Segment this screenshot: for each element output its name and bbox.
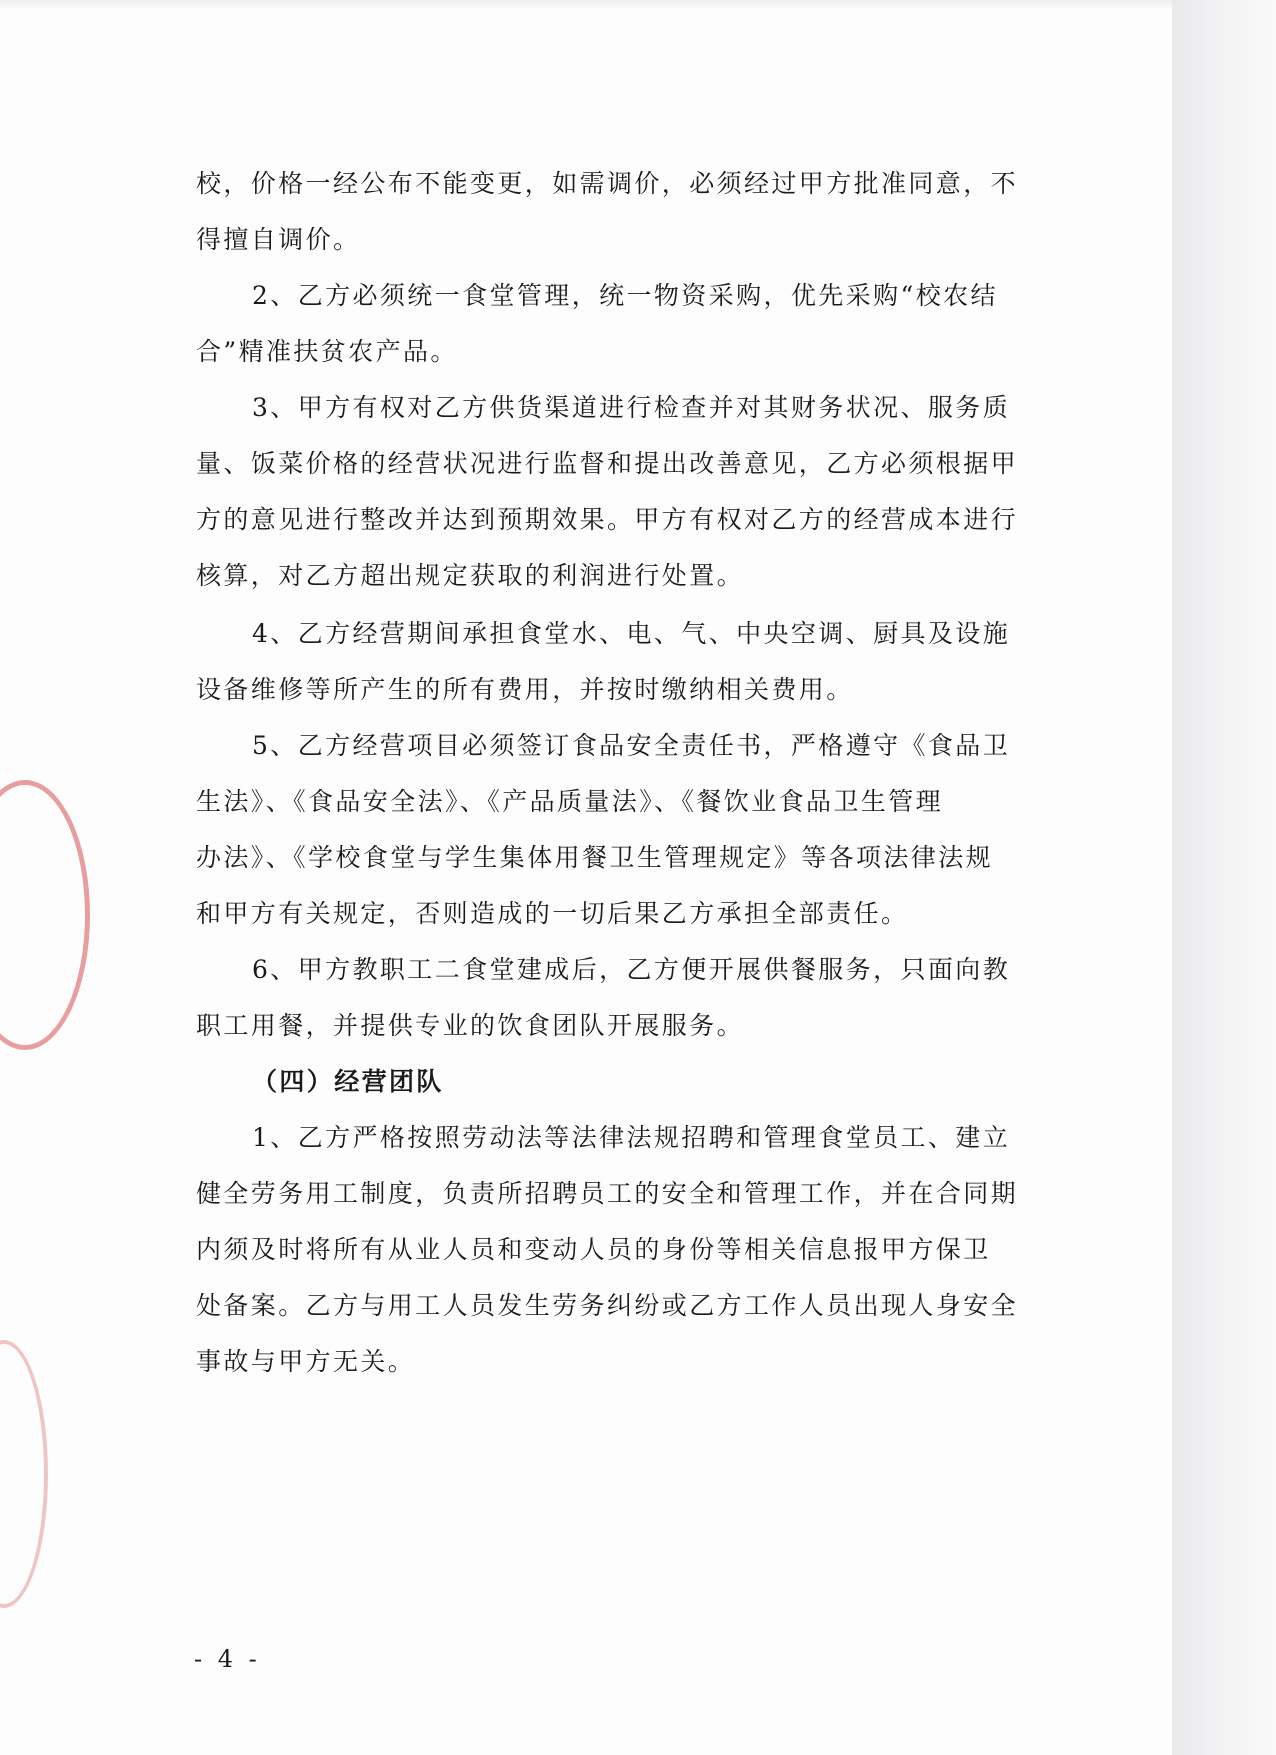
text-line: 和甲方有关规定，否则造成的一切后果乙方承担全部责任。 [196, 899, 909, 928]
text-line: 量、饭菜价格的经营状况进行监督和提出改善意见，乙方必须根据甲 [196, 449, 1019, 478]
text-line: 得擅自调价。 [196, 225, 361, 254]
page-number: - 4 - [194, 1645, 261, 1673]
text-line: 处备案。乙方与用工人员发生劳务纠纷或乙方工作人员出现人身安全 [196, 1291, 1019, 1320]
text-line: 健全劳务用工制度，负责所招聘员工的安全和管理工作，并在合同期 [196, 1179, 1019, 1208]
text-line: 4、乙方经营期间承担食堂水、电、气、中央空调、厨具及设施 [252, 619, 1011, 648]
text-line: 核算，对乙方超出规定获取的利润进行处置。 [196, 561, 745, 590]
text-line: 设备维修等所产生的所有费用，并按时缴纳相关费用。 [196, 675, 854, 704]
text-line: 事故与甲方无关。 [196, 1347, 416, 1376]
section-heading: （四）经营团队 [252, 1067, 444, 1096]
text-line: 2、乙方必须统一食堂管理，统一物资采购，优先采购“校农结 [252, 281, 998, 310]
text-line: 办法》、《学校食堂与学生集体用餐卫生管理规定》等各项法律法规 [196, 843, 994, 872]
text-line: 合”精准扶贫农产品。 [196, 337, 458, 366]
text-line: 6、甲方教职工二食堂建成后，乙方便开展供餐服务，只面向教 [252, 955, 1011, 984]
text-line: 3、甲方有权对乙方供货渠道进行检查并对其财务状况、服务质 [252, 393, 1011, 422]
text-line: 生法》、《食品安全法》、《产品质量法》、《餐饮业食品卫生管理 [196, 787, 944, 816]
text-line: 内须及时将所有从业人员和变动人员的身份等相关信息报甲方保卫 [196, 1235, 991, 1264]
text-line: 5、乙方经营项目必须签订食品安全责任书，严格遵守《食品卫 [252, 731, 1011, 760]
text-line: 方的意见进行整改并达到预期效果。甲方有权对乙方的经营成本进行 [196, 505, 1019, 534]
text-line: 职工用餐，并提供专业的饮食团队开展服务。 [196, 1011, 745, 1040]
page-right-edge [1172, 0, 1276, 1755]
page-top-edge [0, 0, 1172, 10]
text-line: 校，价格一经公布不能变更，如需调价，必须经过甲方批准同意，不 [196, 169, 1019, 198]
text-line: 1、乙方严格按照劳动法等法律法规招聘和管理食堂员工、建立 [252, 1123, 1011, 1152]
